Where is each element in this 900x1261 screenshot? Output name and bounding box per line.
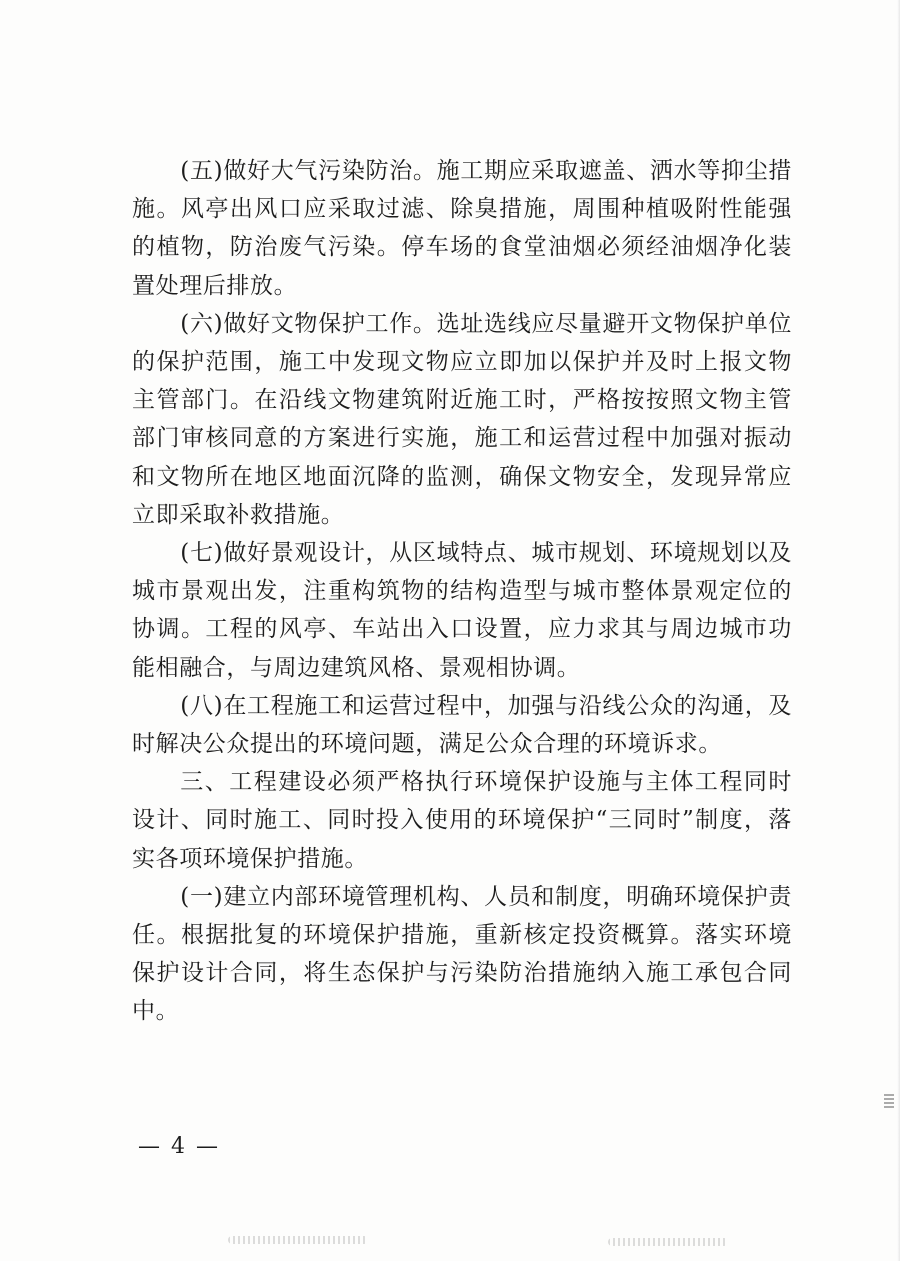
paragraph-internal-management: (一)建立内部环境管理机构、人员和制度，明确环境保护责任。根据批复的环境保护措施，重新核定投资概算。落实环境保护设计合同，将生态保护与污染防治措施纳入施工承包合同中。	[132, 883, 792, 1025]
scan-edge-mark	[884, 1094, 894, 1110]
scan-smudge-left	[228, 1236, 368, 1244]
page-number: — 4 —	[138, 1134, 220, 1159]
paragraph-three-simultaneous: 三、工程建设必须严格执行环境保护设施与主体工程同时设计、同时施工、同时投入使用的环境保护“三同时”制度，落实各项环境保护措施。	[132, 769, 792, 872]
paragraph-air-pollution: (五)做好大气污染防治。施工期应采取遮盖、洒水等抑尘措施。风亭出风口应采取过滤、除臭措施，周围种植吸附性能强的植物，防治废气污染。停车场的食堂油烟必须经油烟净化装置处理后排放。	[132, 158, 792, 299]
document-body	[132, 152, 792, 1031]
paragraph-cultural-relics: (六)做好文物保护工作。选址选线应尽量避开文物保护单位的保护范围，施工中发现文物应立即加以保护并及时上报文物主管部门。在沿线文物建筑附近施工时，严格按按照文物主管部门审核同意的方案进行实施，施工和运营过程中加强对振动和文物所在地区地面沉降的监测，确保文物安全，发现异常应立即采取补救措施。	[132, 310, 792, 528]
paragraph-public-communication: (八)在工程施工和运营过程中，加强与沿线公众的沟通，及时解决公众提出的环境问题，满足公众合理的环境诉求。	[132, 692, 792, 758]
paragraph-landscape-design: (七)做好景观设计，从区域特点、城市规划、环境规划以及城市景观出发，注重构筑物的结构造型与城市整体景观定位的协调。工程的风亭、车站出入口设置，应力求其与周边城市功能相融合，与周边建筑风格、景观相协调。	[132, 540, 792, 681]
scan-smudge-right	[608, 1238, 728, 1246]
